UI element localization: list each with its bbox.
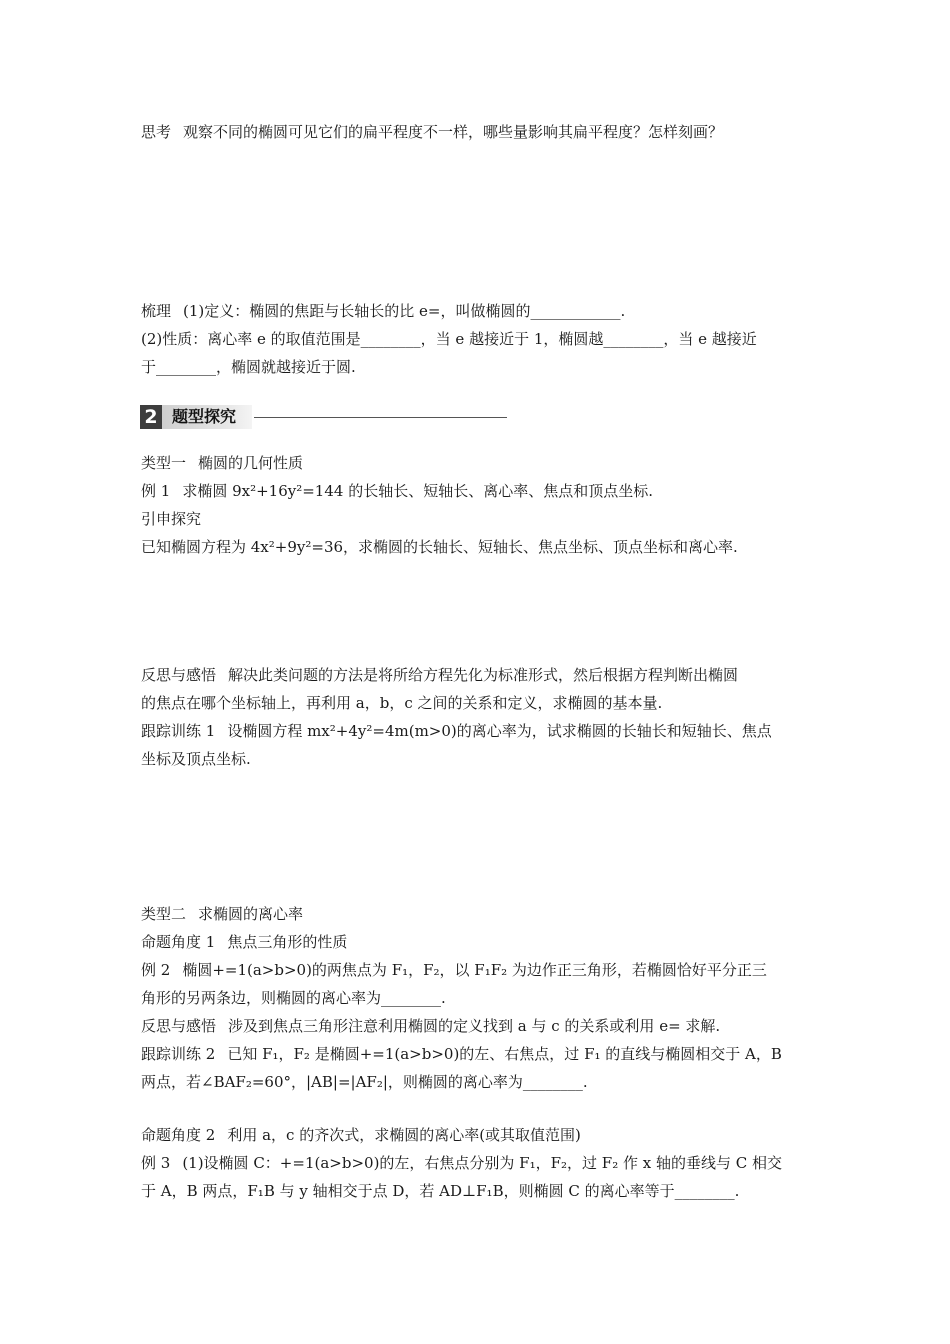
text-line (141, 693, 821, 713)
text-line (141, 537, 821, 557)
line-text: (2)性质：离心率 e 的取值范围是________，当 e 越接近于 1，椭圆越________，当 e 越接近 (141, 330, 757, 348)
line-text: 焦点三角形的性质 (227, 933, 348, 951)
line-text: 设椭圆方程 mx²+4y²=4m(m>0)的离心率为，试求椭圆的长轴长和短轴长、焦点 (227, 722, 772, 740)
line-label: 例 1 (141, 482, 171, 500)
line-text: 引申探究 (141, 510, 202, 528)
text-line (141, 1125, 821, 1145)
line-text: (1)定义：椭圆的焦距与长轴长的比 e=，叫做椭圆的____________. (183, 302, 626, 320)
section-banner (140, 404, 507, 430)
text-line (141, 960, 821, 980)
line-text: 角形的另两条边，则椭圆的离心率为________. (141, 989, 446, 1007)
text-line (141, 904, 821, 924)
line-label: 反思与感悟 (141, 666, 217, 684)
line-text: 坐标及顶点坐标. (141, 750, 251, 768)
text-line (141, 1072, 821, 1092)
line-label: 命题角度 1 (141, 933, 216, 951)
text-line (141, 721, 821, 741)
line-text: 解决此类问题的方法是将所给方程先化为标准形式，然后根据方程判断出椭圆 (228, 666, 739, 684)
line-text: 椭圆的几何性质 (198, 454, 304, 472)
line-label: 反思与感悟 (141, 1017, 217, 1035)
line-text: 求椭圆的离心率 (198, 905, 304, 923)
section-title: 题型探究 (162, 405, 252, 429)
text-line (141, 932, 821, 952)
line-text: 利用 a，c 的齐次式，求椭圆的离心率(或其取值范围) (227, 1126, 581, 1144)
text-line (141, 1016, 821, 1036)
line-text: 涉及到焦点三角形注意利用椭圆的定义找到 a 与 c 的关系或利用 e= 求解. (228, 1017, 721, 1035)
text-line (141, 329, 821, 349)
section-number-badge: 2 (140, 405, 162, 429)
line-label: 思考 (141, 123, 172, 141)
text-line (141, 453, 821, 473)
line-label: 类型二 (141, 905, 187, 923)
text-line (141, 301, 821, 321)
line-text: 椭圆+=1(a>b>0)的两焦点为 F₁，F₂，以 F₁F₂ 为边作正三角形，若椭圆恰好平分正三 (182, 961, 767, 979)
line-label: 跟踪训练 2 (141, 1045, 216, 1063)
text-line (141, 665, 821, 685)
text-line (141, 1044, 821, 1064)
line-label: 命题角度 2 (141, 1126, 216, 1144)
line-label: 例 3 (141, 1154, 171, 1172)
text-line (141, 1153, 821, 1173)
line-text: 已知椭圆方程为 4x²+9y²=36，求椭圆的长轴长、短轴长、焦点坐标、顶点坐标和离心率. (141, 538, 738, 556)
line-text: 两点，若∠BAF₂=60°，|AB|=|AF₂|，则椭圆的离心率为________. (141, 1073, 588, 1091)
text-line (141, 749, 821, 769)
line-text: (1)设椭圆 C：+=1(a>b>0)的左，右焦点分别为 F₁，F₂，过 F₂ 作 x 轴的垂线与 C 相交 (182, 1154, 782, 1172)
line-text: 求椭圆 9x²+16y²=144 的长轴长、短轴长、离心率、焦点和顶点坐标. (182, 482, 653, 500)
line-label: 类型一 (141, 454, 187, 472)
text-line (141, 357, 821, 377)
line-text: 于________，椭圆就越接近于圆. (141, 358, 356, 376)
line-label: 跟踪训练 1 (141, 722, 216, 740)
line-text: 的焦点在哪个坐标轴上，再利用 a，b，c 之间的关系和定义，求椭圆的基本量. (141, 694, 663, 712)
text-line (141, 481, 821, 501)
text-line (141, 988, 821, 1008)
text-line (141, 1181, 821, 1201)
line-label: 例 2 (141, 961, 171, 979)
line-text: 于 A，B 两点，F₁B 与 y 轴相交于点 D，若 AD⊥F₁B，则椭圆 C 的离心率等于________. (141, 1182, 740, 1200)
line-text: 观察不同的椭圆可见它们的扁平程度不一样，哪些量影响其扁平程度？怎样刻画？ (183, 123, 724, 141)
line-text: 已知 F₁，F₂ 是椭圆+=1(a>b>0)的左、右焦点，过 F₁ 的直线与椭圆相交于 A，B (227, 1045, 782, 1063)
text-line (141, 509, 821, 529)
section-rule (254, 417, 507, 418)
text-line (141, 122, 821, 142)
line-label: 梳理 (141, 302, 172, 320)
